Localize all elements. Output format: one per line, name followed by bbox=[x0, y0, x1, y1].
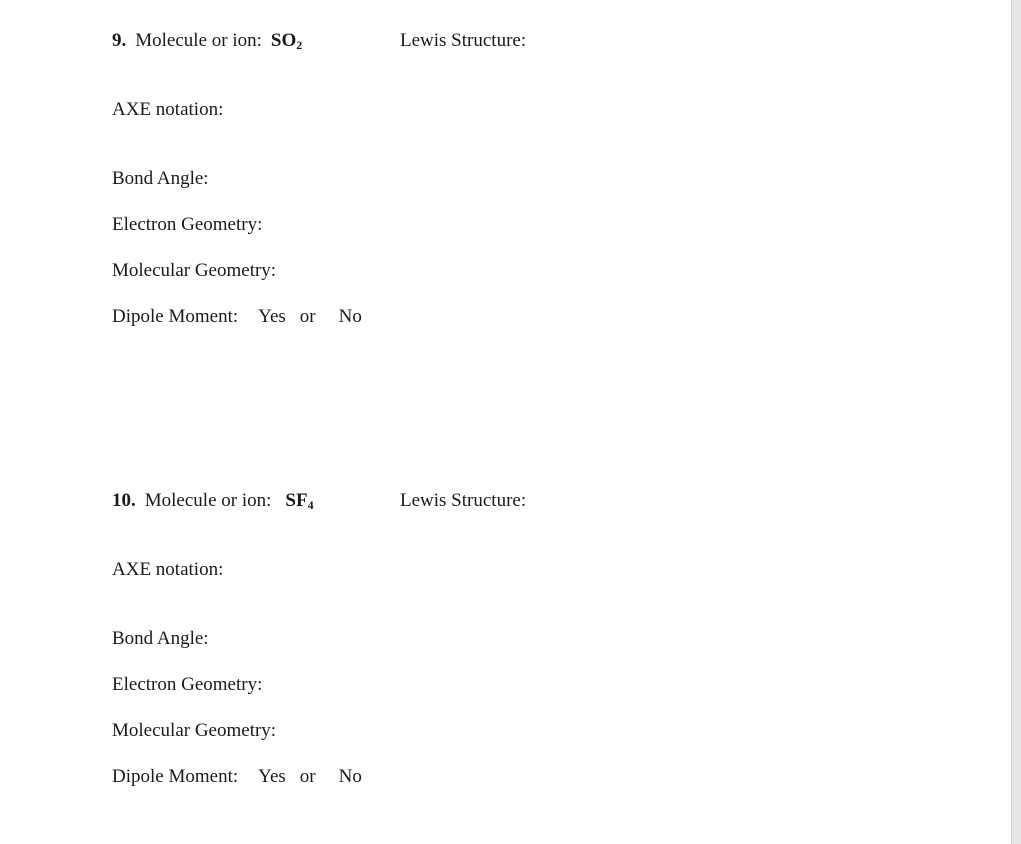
bond-angle-label: Bond Angle: bbox=[112, 168, 209, 189]
dipole-no-option: No bbox=[338, 306, 362, 327]
question-number: 10. bbox=[112, 490, 136, 511]
question-10-header bbox=[112, 490, 314, 516]
formula-base: SO bbox=[270, 30, 297, 51]
bond-angle-label: Bond Angle: bbox=[112, 628, 209, 649]
dipole-or-text: or bbox=[299, 306, 316, 327]
formula-subscript: 2 bbox=[296, 38, 303, 52]
dipole-moment-row bbox=[112, 306, 362, 328]
molecular-geometry-label: Molecular Geometry: bbox=[112, 260, 277, 281]
molecule-prompt: Molecule or ion: bbox=[144, 490, 272, 511]
electron-geometry-label: Electron Geometry: bbox=[112, 674, 263, 695]
formula-base: SF bbox=[285, 490, 308, 511]
dipole-yes-option: Yes bbox=[258, 766, 286, 787]
scrollbar[interactable] bbox=[1011, 0, 1021, 844]
dipole-moment-label: Dipole Moment: bbox=[112, 306, 239, 327]
dipole-yes-option: Yes bbox=[258, 306, 286, 327]
lewis-structure-label: Lewis Structure: bbox=[400, 490, 527, 511]
molecule-formula bbox=[271, 30, 302, 51]
molecule-formula bbox=[285, 490, 313, 511]
molecular-geometry-label: Molecular Geometry: bbox=[112, 720, 277, 741]
molecule-prompt: Molecule or ion: bbox=[135, 30, 262, 51]
axe-notation-label: AXE notation: bbox=[112, 559, 224, 580]
question-number: 9. bbox=[112, 30, 127, 51]
formula-subscript: 4 bbox=[307, 498, 314, 512]
question-9-header bbox=[112, 30, 302, 56]
axe-notation-label: AXE notation: bbox=[112, 99, 224, 120]
dipole-or-text: or bbox=[299, 766, 316, 787]
electron-geometry-label: Electron Geometry: bbox=[112, 214, 263, 235]
dipole-no-option: No bbox=[338, 766, 362, 787]
dipole-moment-label: Dipole Moment: bbox=[112, 766, 239, 787]
lewis-structure-label: Lewis Structure: bbox=[400, 30, 527, 51]
dipole-moment-row bbox=[112, 766, 362, 788]
